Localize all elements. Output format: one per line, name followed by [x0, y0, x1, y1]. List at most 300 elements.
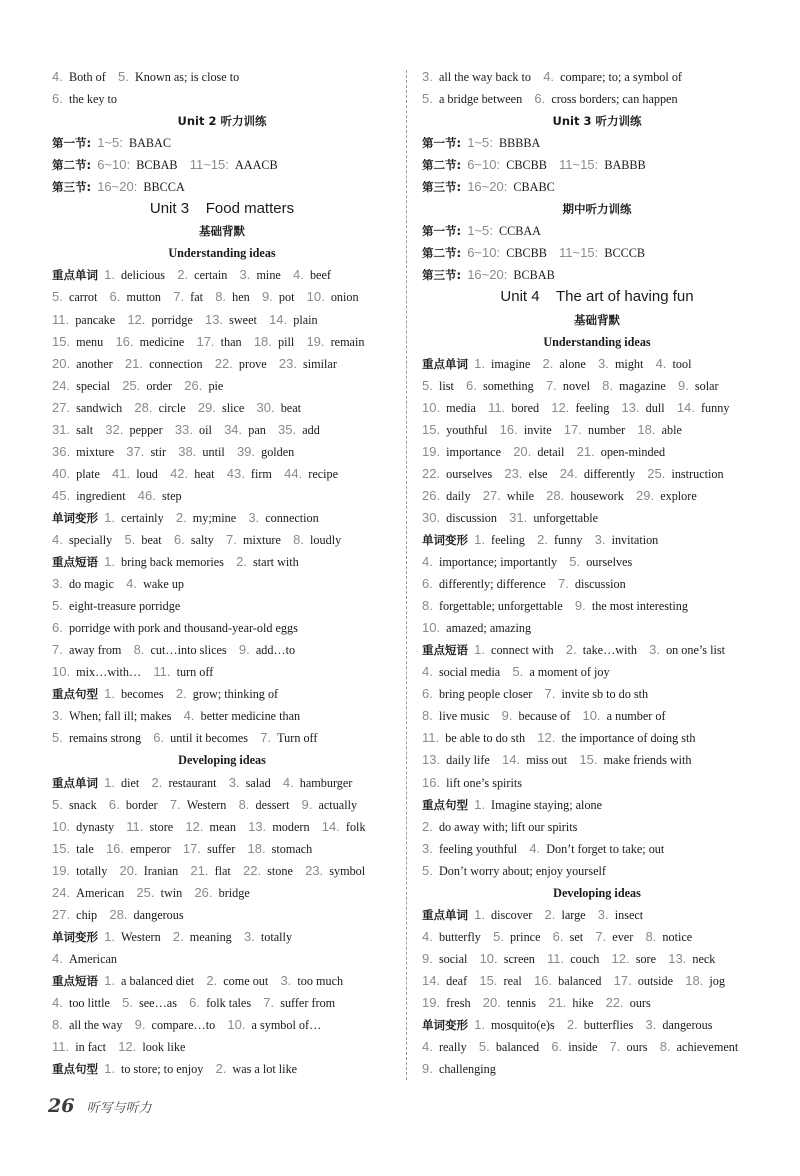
answer-text: my;mine	[192, 510, 237, 525]
item-number: 26.	[194, 884, 213, 900]
text-line	[52, 110, 392, 132]
answer-text: salad	[245, 775, 271, 790]
text-line	[422, 683, 772, 705]
section-heading: Understanding ideas	[168, 246, 276, 261]
text-line	[52, 1014, 392, 1036]
text-line	[52, 154, 392, 176]
item-number: 4.	[126, 576, 137, 592]
text-line	[52, 551, 392, 573]
answer-text: jog	[709, 973, 725, 988]
answer-text: take…with	[582, 643, 637, 658]
category-label: 第二节:	[422, 246, 462, 261]
item-number: 11~15:	[559, 157, 599, 173]
item-number: 7.	[226, 531, 237, 547]
category-label: 重点句型	[52, 1062, 98, 1077]
item-number: 18.	[253, 333, 272, 349]
item-number: 46.	[137, 487, 156, 503]
answer-text: mixture	[76, 444, 115, 459]
answer-text: pepper	[129, 422, 163, 437]
answer-text: firm	[250, 466, 272, 481]
answer-text: add	[302, 422, 320, 437]
item-number: 11.	[52, 1039, 70, 1055]
answer-text: When; fall ill; makes	[68, 709, 172, 724]
text-line	[422, 110, 772, 132]
item-number: 32.	[105, 421, 124, 437]
answer-text: a symbol of…	[251, 1018, 322, 1033]
text-line	[52, 1036, 392, 1058]
answer-text: set	[569, 929, 584, 944]
answer-text: live music	[438, 709, 490, 724]
answer-text: ever	[612, 929, 634, 944]
answer-text: achievement	[676, 1040, 739, 1055]
answer-text: loudly	[310, 532, 342, 547]
item-number: 5.	[422, 862, 433, 878]
text-line	[422, 286, 772, 308]
answer-text: suffer	[207, 841, 236, 856]
answer-text: mosquito(e)s	[491, 1018, 555, 1033]
answer-text: make friends with	[603, 753, 692, 768]
text-line	[422, 66, 772, 88]
item-number: 1.	[104, 1061, 115, 1077]
item-number: 2.	[566, 1017, 578, 1033]
item-number: 10.	[479, 950, 498, 966]
answer-text: BABAC	[128, 136, 171, 151]
answer-text: CBCBB	[506, 158, 547, 173]
item-number: 8.	[602, 377, 613, 393]
item-number: 3.	[248, 509, 260, 525]
answer-text: beat	[141, 532, 162, 547]
answer-text: Both of	[68, 70, 106, 84]
answer-text: really	[438, 1040, 467, 1055]
item-number: 1~5:	[97, 135, 123, 151]
item-number: 23.	[305, 862, 324, 878]
answer-text: eight-treasure porridge	[68, 599, 181, 614]
answer-text: forgettable; unforgettable	[438, 599, 563, 614]
text-line	[422, 242, 772, 264]
answer-text: than	[220, 334, 242, 349]
text-line	[422, 1058, 772, 1080]
item-number: 8.	[133, 642, 145, 658]
item-number: 42.	[170, 465, 189, 481]
answer-text: mean	[209, 819, 236, 834]
category-label: 重点短语	[422, 643, 468, 658]
answer-text: tale	[76, 841, 94, 856]
answer-text: snack	[68, 797, 97, 812]
item-number: 1.	[474, 906, 485, 922]
item-number: 24.	[559, 465, 578, 481]
answer-text: pie	[208, 378, 224, 393]
item-number: 14.	[321, 818, 340, 834]
answer-text: magazine	[619, 378, 666, 393]
item-number: 5.	[422, 377, 433, 393]
item-number: 3.	[52, 708, 63, 724]
category-label: 第一节:	[422, 136, 462, 151]
item-number: 11.	[153, 664, 171, 680]
answer-text: dull	[645, 400, 665, 415]
answer-text: suffer from	[280, 995, 336, 1010]
text-line	[52, 705, 392, 727]
answer-text: large	[561, 907, 586, 922]
answer-text: BBCCA	[143, 180, 185, 195]
item-number: 25.	[122, 377, 141, 393]
item-number: 39.	[236, 443, 256, 459]
answer-text: discover	[491, 907, 533, 922]
answer-text: restaurant	[168, 775, 217, 790]
text-line	[422, 551, 772, 573]
answer-text: specially	[68, 532, 113, 547]
answer-text: amazed; amazing	[446, 621, 532, 636]
answer-text: the importance of doing sth	[561, 731, 696, 746]
answer-text: do magic	[68, 577, 114, 592]
item-number: 29.	[197, 399, 216, 415]
item-number: 27.	[482, 487, 501, 503]
item-number: 28.	[134, 399, 153, 415]
text-line	[422, 353, 772, 375]
unit-title: Unit 4 The art of having fun	[500, 288, 694, 306]
answer-text: salt	[76, 422, 94, 437]
category-label: 重点句型	[422, 797, 468, 812]
left-column	[52, 66, 392, 1080]
item-number: 4.	[293, 267, 304, 283]
item-number: 40.	[52, 465, 71, 481]
section-heading: 基础背默	[574, 312, 620, 327]
item-number: 4.	[543, 69, 555, 84]
answer-text: connection	[149, 356, 203, 371]
text-line	[422, 419, 772, 441]
answer-text: hamburger	[299, 775, 353, 790]
text-line	[422, 220, 772, 242]
item-number: 13.	[204, 311, 224, 327]
answer-text: pan	[248, 422, 266, 437]
item-number: 38.	[178, 443, 197, 459]
answer-text: Turn off	[277, 731, 318, 746]
item-number: 22.	[214, 355, 233, 371]
answer-text: able	[661, 422, 682, 437]
answer-text: balanced	[558, 973, 602, 988]
item-number: 1~5:	[467, 135, 493, 151]
text-line	[52, 948, 392, 970]
item-number: 11~15:	[189, 157, 229, 173]
text-line	[52, 683, 392, 705]
answer-text: mine	[256, 268, 281, 283]
text-line	[422, 1036, 772, 1058]
right-column	[422, 66, 772, 1080]
answer-text: CBCBB	[506, 246, 547, 261]
section-heading: Unit 3 听力训练	[552, 114, 642, 129]
answer-text: look like	[142, 1040, 186, 1055]
text-line	[52, 331, 392, 353]
answer-text: else	[528, 466, 548, 481]
item-number: 17.	[563, 421, 582, 437]
answer-text: dangerous	[133, 907, 184, 922]
answer-text: twin	[160, 885, 183, 900]
category-label: 第三节:	[52, 180, 92, 195]
item-number: 8.	[238, 796, 250, 812]
item-number: 13.	[668, 950, 687, 966]
item-number: 1~5:	[467, 223, 493, 239]
item-number: 17.	[182, 840, 201, 856]
item-number: 4.	[422, 928, 433, 944]
answer-text: BBBBA	[498, 136, 541, 151]
item-number: 3.	[239, 267, 251, 283]
item-number: 5.	[118, 69, 129, 84]
answer-text: remain	[330, 334, 365, 349]
item-number: 3.	[52, 576, 63, 592]
category-label: 第一节:	[52, 136, 92, 151]
item-number: 8.	[293, 531, 304, 547]
item-number: 22.	[605, 994, 624, 1010]
text-line	[422, 375, 772, 397]
answer-text: pot	[278, 290, 295, 305]
answer-text: outside	[637, 973, 674, 988]
answer-text: menu	[76, 334, 104, 349]
item-number: 29.	[636, 487, 655, 503]
item-number: 9.	[501, 708, 513, 724]
item-number: 25.	[647, 465, 666, 481]
item-number: 6.	[52, 91, 63, 107]
item-number: 17.	[613, 972, 632, 988]
text-line	[422, 860, 772, 882]
answer-text: turn off	[176, 665, 214, 680]
answer-text: modern	[272, 819, 310, 834]
answer-text: emperor	[130, 841, 171, 856]
section-heading: Developing ideas	[178, 753, 266, 768]
item-number: 22.	[243, 862, 262, 878]
answer-text: inside	[568, 1040, 598, 1055]
text-line	[422, 132, 772, 154]
answer-text: lift one’s spirits	[446, 775, 523, 790]
item-number: 21.	[576, 443, 595, 459]
item-number: 16.	[105, 840, 125, 856]
text-line	[52, 860, 392, 882]
item-number: 31.	[52, 421, 71, 437]
answer-text: border	[125, 797, 158, 812]
item-number: 6.	[552, 928, 564, 944]
text-line	[52, 727, 392, 749]
item-number: 16.	[115, 333, 134, 349]
answer-text: deaf	[446, 973, 468, 988]
answer-text: stone	[267, 863, 293, 878]
answer-text: discussion	[574, 577, 626, 592]
item-number: 34.	[224, 421, 243, 437]
text-line	[422, 970, 772, 992]
item-number: 28.	[546, 487, 565, 503]
answer-text: prince	[510, 929, 541, 944]
item-number: 12.	[611, 950, 630, 966]
item-number: 3.	[645, 1017, 657, 1033]
item-number: 16~20:	[97, 179, 138, 195]
answer-text: challenging	[438, 1062, 496, 1077]
answer-text: housework	[570, 488, 624, 503]
item-number: 2.	[537, 531, 548, 547]
answer-text: feeling youthful	[438, 841, 518, 856]
text-line	[422, 331, 772, 353]
answer-text: until	[202, 444, 225, 459]
answer-text: wake up	[143, 577, 185, 592]
answer-text: heat	[194, 466, 215, 481]
answer-text: list	[438, 378, 454, 393]
answer-text: Imagine staying; alone	[491, 797, 603, 812]
answer-text: AAACB	[234, 158, 278, 173]
answer-text: mutton	[126, 290, 162, 305]
answer-text: order	[146, 378, 173, 393]
item-number: 5.	[52, 289, 63, 305]
answer-text: hike	[572, 995, 594, 1010]
item-number: 9.	[422, 950, 433, 966]
answer-text: dessert	[255, 797, 290, 812]
text-line	[422, 904, 772, 926]
item-number: 4.	[422, 1039, 433, 1055]
item-number: 7.	[263, 994, 275, 1010]
text-line	[422, 485, 772, 507]
item-number: 5.	[52, 598, 63, 614]
page-footer	[48, 1094, 151, 1118]
answer-text: tool	[672, 356, 692, 371]
answer-text: couch	[570, 951, 600, 966]
answer-text: certain	[194, 268, 228, 283]
item-number: 23.	[278, 355, 297, 371]
item-number: 35.	[278, 421, 297, 437]
item-number: 13.	[422, 752, 441, 768]
answer-text: solar	[694, 378, 719, 393]
answer-text: step	[161, 488, 182, 503]
answer-text: start with	[253, 555, 299, 570]
answer-text: BCBAB	[136, 158, 178, 173]
answer-text: cut…into slices	[150, 643, 227, 658]
item-number: 19.	[422, 994, 441, 1010]
text-line	[52, 353, 392, 375]
category-label: 重点单词	[52, 775, 98, 790]
item-number: 24.	[52, 884, 71, 900]
item-number: 11~15:	[559, 245, 599, 261]
text-line	[422, 772, 772, 794]
answer-text: certainly	[121, 510, 164, 525]
item-number: 7.	[260, 730, 272, 746]
answer-text: hen	[232, 290, 250, 305]
item-number: 1.	[474, 796, 485, 812]
item-number: 2.	[215, 1061, 227, 1077]
text-line	[422, 882, 772, 904]
item-number: 20.	[513, 443, 532, 459]
answer-text: special	[76, 378, 111, 393]
answer-text: the key to	[68, 92, 117, 107]
item-number: 8.	[659, 1039, 671, 1055]
item-number: 5.	[52, 730, 63, 746]
item-number: 4.	[422, 554, 433, 570]
text-line	[422, 507, 772, 529]
item-number: 4.	[529, 840, 541, 856]
answer-text: Known as; is close to	[134, 70, 240, 84]
item-number: 9.	[677, 377, 689, 393]
text-line	[52, 772, 392, 794]
answer-text: carrot	[68, 290, 98, 305]
answer-text: discussion	[446, 510, 497, 525]
item-number: 2.	[542, 355, 554, 371]
item-number: 4.	[52, 531, 63, 547]
answer-text: see…as	[139, 995, 177, 1010]
answer-text: ingredient	[76, 488, 126, 503]
answer-text: come out	[223, 973, 269, 988]
text-line	[422, 639, 772, 661]
answer-text: folk	[345, 819, 366, 834]
item-number: 3.	[422, 69, 433, 84]
item-number: 3.	[598, 355, 609, 371]
item-number: 14.	[422, 972, 441, 988]
item-number: 33.	[174, 421, 193, 437]
item-number: 6.	[534, 91, 546, 107]
item-number: 12.	[537, 730, 556, 746]
item-number: 7.	[544, 686, 556, 702]
item-number: 6.	[189, 994, 200, 1010]
item-number: 8.	[52, 1017, 63, 1033]
item-number: 10.	[306, 289, 325, 305]
item-number: 3.	[280, 972, 292, 988]
text-line	[52, 992, 392, 1014]
text-line	[52, 816, 392, 838]
text-line	[52, 507, 392, 529]
category-label: 重点句型	[52, 687, 98, 702]
item-number: 2.	[236, 554, 247, 570]
answer-text: Iranian	[143, 863, 179, 878]
answer-text: the most interesting	[591, 599, 688, 614]
answer-text: in fact	[75, 1040, 106, 1055]
item-number: 1.	[104, 774, 115, 790]
category-label: 第二节:	[52, 158, 92, 173]
category-label: 重点短语	[52, 973, 98, 988]
unit-title: Unit 3 Food matters	[149, 200, 295, 218]
answer-text: store	[149, 819, 174, 834]
answer-text: invite	[523, 422, 552, 437]
text-line	[52, 463, 392, 485]
text-line	[422, 948, 772, 970]
text-line	[422, 309, 772, 331]
item-number: 3.	[597, 906, 609, 922]
answer-text: while	[506, 488, 534, 503]
item-number: 2.	[422, 818, 433, 834]
item-number: 27.	[52, 906, 71, 922]
item-number: 25.	[136, 884, 155, 900]
answer-text: bored	[511, 400, 540, 415]
answer-text: beef	[309, 268, 331, 283]
item-number: 27.	[52, 399, 71, 415]
item-number: 18.	[685, 972, 704, 988]
answer-text: all the way back to	[438, 70, 531, 84]
answer-text: cross borders; can happen	[551, 92, 678, 107]
answer-text: all the way	[68, 1018, 123, 1033]
item-number: 7.	[545, 377, 557, 393]
answer-text: oil	[199, 422, 212, 437]
item-number: 45.	[52, 487, 71, 503]
item-number: 2.	[151, 774, 163, 790]
item-number: 26.	[422, 487, 441, 503]
answer-text: bring back memories	[121, 555, 224, 570]
category-label: 第二节:	[422, 158, 462, 173]
item-number: 13.	[248, 818, 267, 834]
item-number: 10.	[582, 708, 601, 724]
item-number: 4.	[655, 355, 667, 371]
answer-text: chip	[76, 907, 98, 922]
answer-text: too little	[68, 995, 110, 1010]
answer-text: ours	[629, 995, 651, 1010]
answer-text: pancake	[75, 312, 116, 327]
answer-text: ourselves	[586, 555, 633, 570]
text-line	[52, 242, 392, 264]
answer-text: plain	[293, 312, 318, 327]
answer-text: delicious	[121, 268, 166, 283]
item-number: 7.	[595, 928, 607, 944]
answer-text: grow; thinking of	[192, 687, 279, 702]
item-number: 5.	[122, 994, 133, 1010]
